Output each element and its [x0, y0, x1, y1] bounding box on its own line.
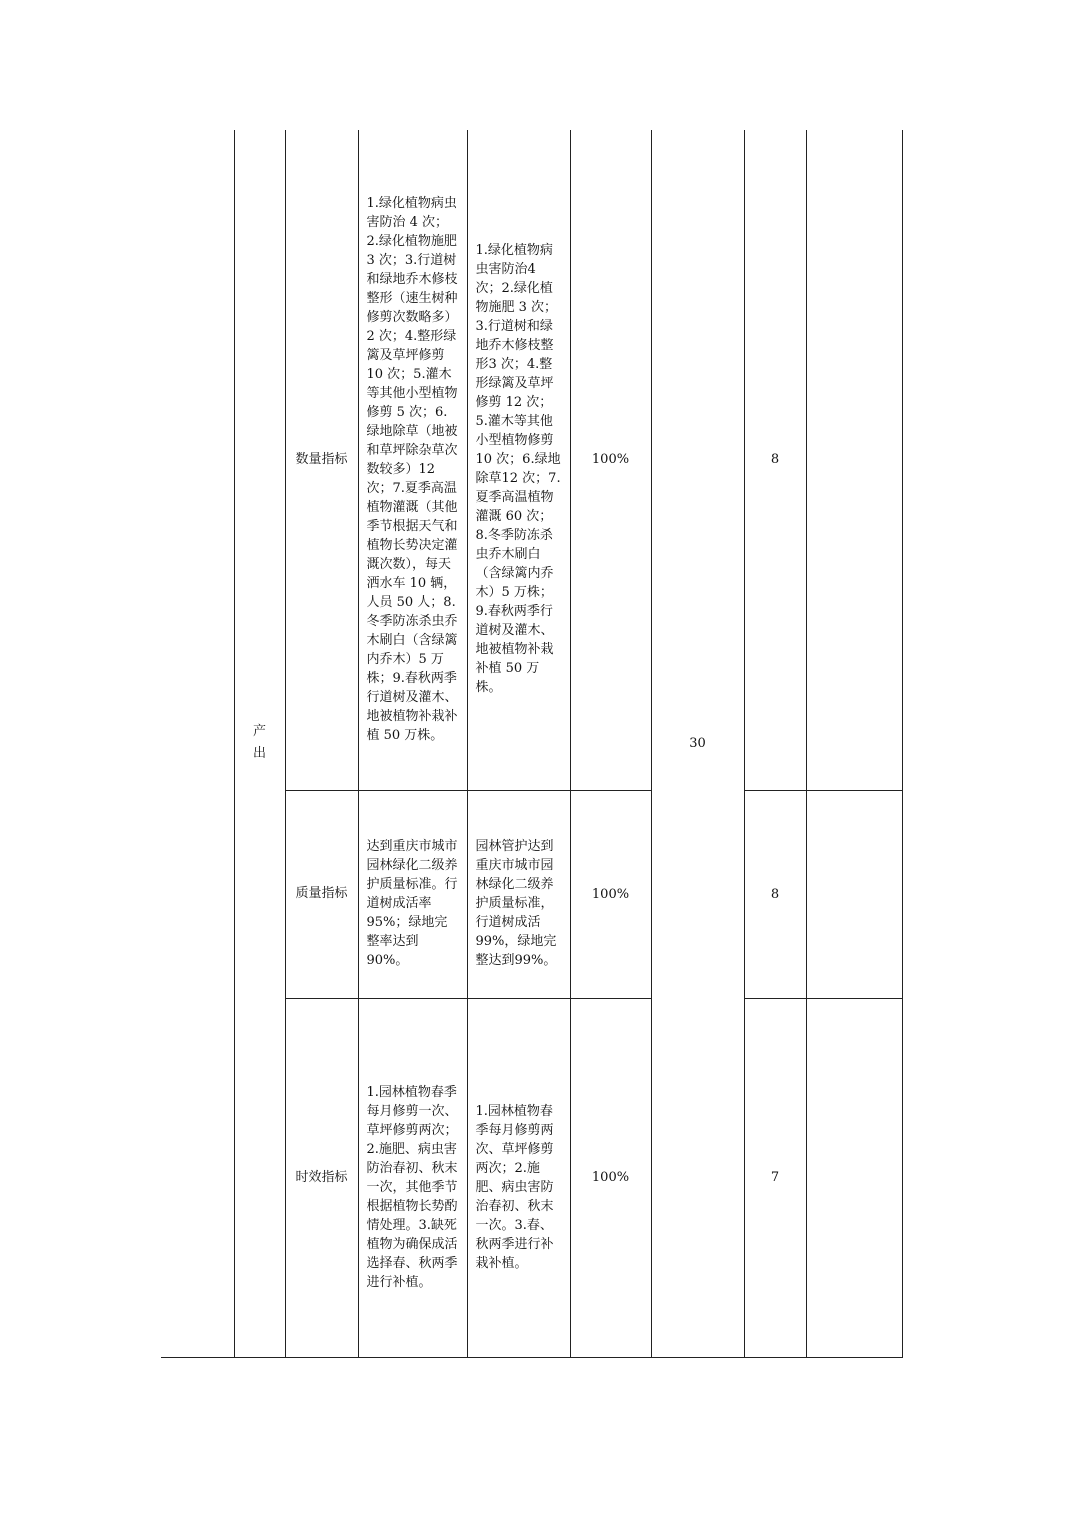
category-cell — [234, 130, 285, 1357]
rate-cell — [570, 130, 651, 790]
actual-text: 1.园林植物春季每月修剪两次、草坪修剪两次；2.施肥、病虫害防治春初、秋末一次。3.春、秋两季进行补栽补植。 — [475, 1103, 554, 1271]
rate-cell — [570, 998, 651, 1357]
score-cell — [744, 130, 806, 790]
rate-value: 100% — [591, 452, 630, 468]
score-cell — [744, 790, 806, 998]
annual-target-cell — [358, 130, 467, 790]
table-row — [161, 130, 902, 790]
actual-cell — [467, 130, 570, 790]
annual-target-text: 1.园林植物春季每月修剪一次、草坪修剪两次；2.施肥、病虫害防治春初、秋末一次，其他季节根据植物长势酌情处理。3.缺死植物为确保成活选择春、秋两季进行补植。 — [366, 1084, 458, 1290]
score-value: 7 — [770, 1170, 780, 1185]
annual-target-cell — [358, 790, 467, 998]
annual-target-text: 达到重庆市城市园林绿化二级养护质量标准。行道树成活率 95%；绿地完整率达到 90%。 — [366, 839, 458, 968]
actual-text: 园林管护达到重庆市城市园林绿化二级养护质量标准，行道树成活99%，绿地完整达到99%。 — [475, 839, 557, 968]
blank-cell-right — [806, 790, 902, 998]
actual-text: 1.绿化植物病虫害防治4 次；2.绿化植物施肥 3 次；3.行道树和绿地乔木修枝整形3 次；4.整形绿篱及草坪修剪 12 次；5.灌木等其他小型植物修剪 10 次；6.绿地除草12 次；7.夏季高温植物灌溉 60 次；8.冬季防冻杀虫乔木刷白（含绿篱内乔木）5 万株；9.春秋两季行道树及灌木、地被植物补栽补植 50 万株。 — [475, 243, 561, 696]
rate-value: 100% — [591, 886, 630, 902]
rate-value: 100% — [591, 1170, 630, 1185]
score-value: 8 — [770, 886, 780, 902]
category-label: 产出 — [252, 724, 266, 762]
blank-cell-right — [806, 998, 902, 1357]
weight-cell — [651, 130, 744, 1357]
score-value: 8 — [770, 452, 780, 468]
actual-cell — [467, 998, 570, 1357]
indicator-label: 数量指标 — [295, 451, 348, 467]
annual-target-text: 1.绿化植物病虫害防治 4 次；2.绿化植物施肥 3 次；3.行道树和绿地乔木修枝整形（速生树种修剪次数略多）2 次；4.整形绿篱及草坪修剪 10 次；5.灌木等其他小型植物修剪 5 次；6.绿地除草（地被和草坪除杂草次数较多）12 次；7.夏季高温植物灌溉（其他季节根据天气和植物长势决定灌溉次数），每天洒水车 10 辆，人员 50 人；8.冬季防冻杀虫乔木刷白（含绿篱内乔木）5 万株；9.春秋两季行道树及灌木、地被植物补栽补植 50 万株。 — [366, 195, 458, 743]
indicator-label: 时效指标 — [295, 1169, 348, 1185]
indicator-cell — [285, 998, 358, 1357]
indicator-cell — [285, 790, 358, 998]
annual-target-cell — [358, 998, 467, 1357]
rate-cell — [570, 790, 651, 998]
actual-cell — [467, 790, 570, 998]
indicator-label: 质量指标 — [295, 886, 348, 901]
score-cell — [744, 998, 806, 1357]
performance-table — [161, 130, 903, 1358]
indicator-cell — [285, 130, 358, 790]
blank-cell-left — [161, 130, 234, 1357]
blank-cell-right — [806, 130, 902, 790]
weight-value: 30 — [689, 735, 706, 751]
